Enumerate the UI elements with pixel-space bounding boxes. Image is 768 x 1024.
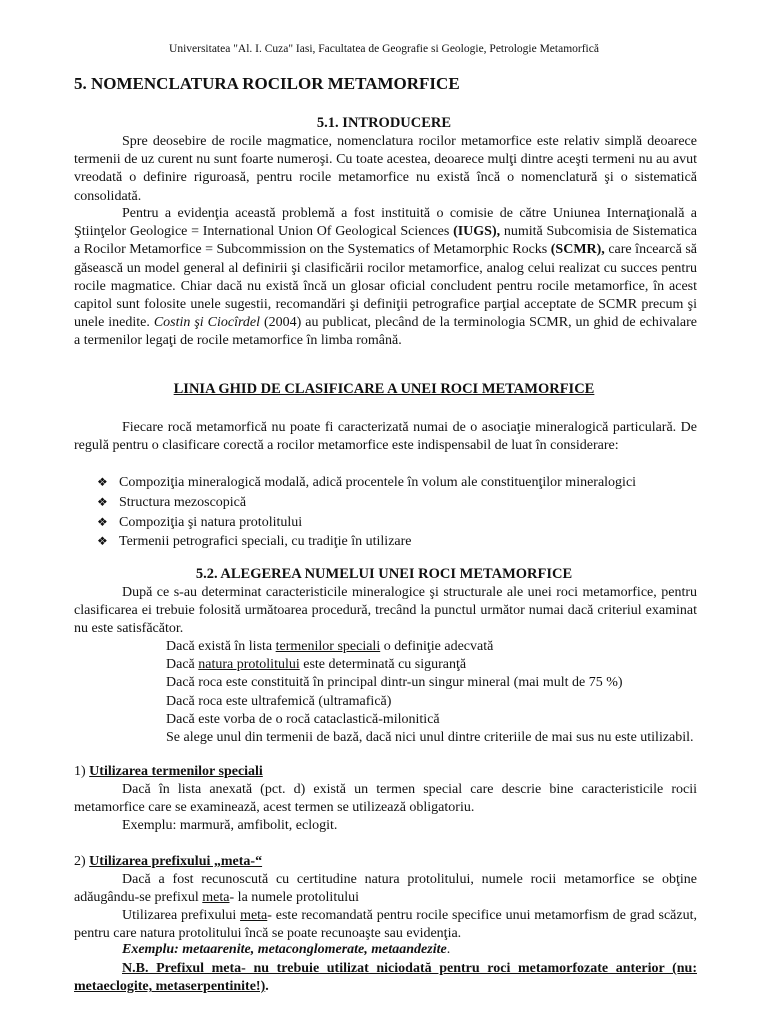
subheading-termeni-speciali: 1) Utilizarea termenilor speciali	[74, 764, 263, 779]
intro-p2-text-d: (2004) au publicat, plecând de la terminologia SCMR, un ghid de echivalare a termenilor legaţi de rocile metamorfice în limba română.	[74, 315, 697, 349]
meta-example: Exemplu: metaarenite, metaconglomerate, metaandezite.	[122, 942, 451, 957]
intro-paragraph-2	[74, 205, 697, 351]
section-heading-alegerea-numelui: 5.2. ALEGEREA NUMELUI UNEI ROCI METAMORFICE	[195, 566, 573, 582]
criterion-item: Dacă natura protolitului este determinată cu siguranţă	[166, 657, 467, 673]
bullet-item	[97, 493, 697, 513]
intro-p2-text-a: Pentru a evidenţia această problemă a fost instituită o comisie de către Uniunea Internaţională a Ştiinţelor Geologice = International Union Of Geological Sciences	[74, 206, 697, 240]
section-heading-linia-ghid: LINIA GHID DE CLASIFICARE A UNEI ROCI METAMORFICE	[173, 381, 595, 397]
criterion-item: Dacă există în lista termenilor speciali o definiţie adecvată	[166, 639, 494, 654]
chapter-title: 5. NOMENCLATURA ROCILOR METAMORFICE	[74, 74, 460, 93]
bullet-text: Compoziţia şi natura protolitului	[119, 514, 303, 530]
intro-p2-text-c: care încearcă să găsească un model general al definirii şi clasificării rocilor metamorfice, analog celui realizat cu succes pentru rocile magmatice. Chiar dacă nu există încă un glosar oficial concludent pentru rocile metamorfice, în acest capitol sunt folosite unele sugestii, recomandări şi definiţii petrografice parţial acceptate de SCMR precum şi unele inedite.	[74, 242, 697, 331]
bullet-text: Compoziţia mineralogică modală, adică procentele în volum ale constituenţilor mineralogici	[119, 475, 637, 490]
special-terms-paragraph: Dacă în lista anexată (pct. d) există un termen special care descrie bine caracteristicile rocii metamorfice care se examinează, acest termen se utilizează obligatoriu.	[74, 782, 697, 816]
criterion-item: Se alege unul din termenii de bază, dacă nici unul dintre criteriile de mai sus nu este utilizabil.	[166, 730, 694, 746]
meta-paragraph-1: Dacă a fost recunoscută cu certitudine natura protolitului, numele rocii metamorfice se obţine adăugându-se prefixul meta- la numele protolitului	[74, 872, 697, 906]
diamond-bullet-icon: ❖	[97, 514, 108, 529]
bullet-text: Structura mezoscopică	[119, 494, 247, 510]
special-terms-example: Exemplu: marmură, amfibolit, eclogit.	[122, 818, 338, 833]
natura-protolitului-text: natura protolitului	[198, 657, 300, 673]
guideline-paragraph: Fiecare rocă metamorfică nu poate fi caracterizată numai de o asociaţie mineralogică particulară. De regulă pentru o clasificare corectă a rocilor metamorfice este indispensabil de luat în considerare:	[74, 420, 697, 454]
procedure-criteria-list	[166, 638, 697, 747]
criteria-bullet-list	[97, 473, 697, 552]
naming-paragraph: După ce s-au determinat caracteristicile mineralogice şi structurale ale unei roci metamorfice, pentru clasificarea ei trebuie folosită următoarea procedură, trecând la punctul următor numai dacă criteriul examinat nu este satisfăcător.	[74, 585, 697, 637]
bullet-item	[97, 473, 697, 493]
bullet-item	[97, 532, 697, 552]
diamond-bullet-icon: ❖	[97, 534, 108, 549]
cited-authors: Costin şi Ciocîrdel	[153, 315, 261, 331]
diamond-bullet-icon: ❖	[97, 475, 108, 489]
diamond-bullet-icon: ❖	[97, 494, 108, 509]
meta-paragraph-2: Utilizarea prefixului meta- este recomandată pentru rocile specifice unui metamorfism de grad scăzut, pentru care natura protolitului încă se poate recunoaşte sau evidenţia.	[74, 908, 697, 942]
subheading-prefix-meta: 2) Utilizarea prefixului „meta-“	[74, 854, 263, 869]
intro-p2-text-b: numită Subcomisia de Sistematica a Rocilor Metamorfice = Subcommission on the Systematics of Metamorphic Rocks	[74, 224, 698, 258]
running-header: Universitatea "Al. I. Cuza" Iasi, Facultatea de Geografie si Geologie, Petrologie Metamorfică	[169, 43, 599, 55]
section-heading-introducere: 5.1. INTRODUCERE	[316, 115, 452, 131]
intro-paragraph-1: Spre deosebire de rocile magmatice, nomenclatura rocilor metamorfice este relativ simplă deoarece termenii de uz curent nu sunt foarte numeroşi. Cu toate acestea, deoarece mulţi dintre aceşti termeni nu au avut vreodată o definire riguroasă, pentru rocile metamorfice nu există încă o nomenclatură şi o sistematică consolidată.	[74, 134, 697, 204]
criterion-item: Dacă este vorba de o rocă cataclastică-milonitică	[166, 711, 440, 727]
bullet-text: Termenii petrografici speciali, cu tradiţie în utilizare	[119, 534, 412, 550]
bullet-item	[97, 513, 697, 533]
criterion-item: Dacă roca este constituită în principal dintr-un singur mineral (mai mult de 75 %)	[166, 675, 623, 691]
iugs-acronym: (IUGS),	[453, 224, 501, 240]
nota-bene-warning: N.B. Prefixul meta- nu trebuie utilizat niciodată pentru roci metamorfozate anterior (nu: metaeclogite, metaserpentinite!).	[74, 961, 697, 995]
termeni-speciali-link-text: termenilor speciali	[275, 639, 381, 654]
scmr-acronym: (SCMR),	[550, 242, 605, 258]
criterion-item: Dacă roca este ultrafemică (ultramafică)	[166, 693, 392, 709]
